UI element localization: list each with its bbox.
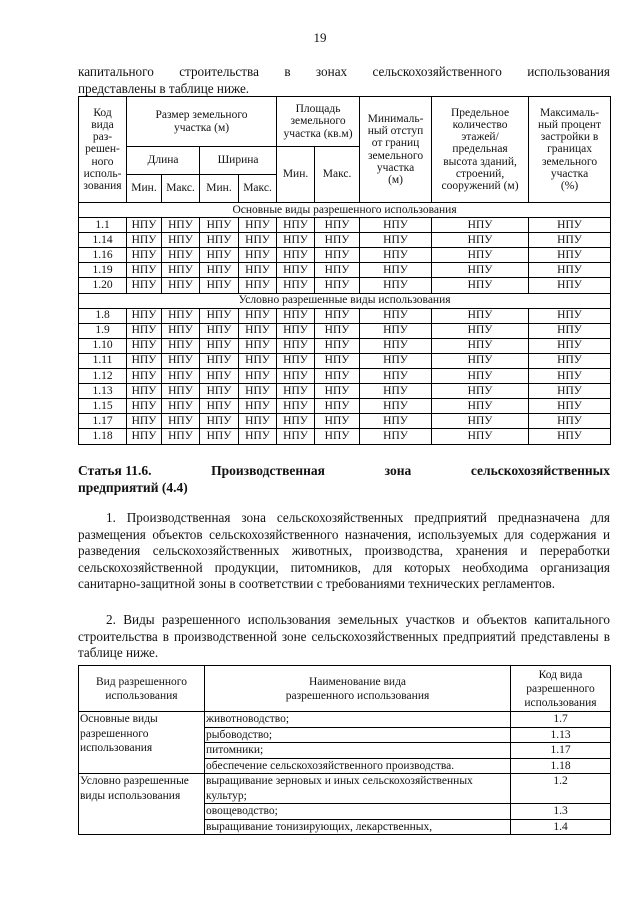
intro-line-1 bbox=[78, 64, 610, 81]
section-conditional-uses: Условно разрешенные виды использования bbox=[79, 293, 611, 308]
row-code: 1.9 bbox=[79, 323, 127, 338]
paragraph-2: 2. Виды разрешенного использования земельных участков и объектов капитального строительства в производственной зоне сельскохозяйственных предприятий представлены в таблице ниже. bbox=[78, 612, 610, 661]
table-row: рыбоводство; 1.13 bbox=[79, 727, 611, 743]
table-row: Условно разрешенные виды использования выращивание зерновых и иных сельскохозяйственных культур; 1.2 bbox=[79, 774, 611, 804]
table-row: 1.13 НПУ НПУ НПУ НПУ НПУ НПУ НПУ НПУ НПУ bbox=[79, 384, 611, 399]
intro-word: капитального bbox=[78, 64, 154, 79]
header-length: Длина bbox=[127, 147, 200, 175]
table-row: 1.9 НПУ НПУ НПУ НПУ НПУ НПУ НПУ НПУ НПУ bbox=[79, 323, 611, 338]
article-heading-line-2: предприятий (4.4) bbox=[78, 480, 188, 495]
header-use-name: Наименование вида разрешенного использования bbox=[205, 666, 511, 712]
table-row: 1.10 НПУ НПУ НПУ НПУ НПУ НПУ НПУ НПУ НПУ bbox=[79, 338, 611, 353]
section-main-uses: Основные виды разрешенного использования bbox=[79, 203, 611, 218]
header-use-code: Код вида разрешенного использования bbox=[511, 666, 611, 712]
article-heading bbox=[78, 462, 610, 496]
table-row: 1.19 НПУ НПУ НПУ НПУ НПУ НПУ НПУ НПУ НПУ bbox=[79, 263, 611, 278]
row-code: 1.16 bbox=[79, 248, 127, 263]
header-plot-area: Площадь земельного участка (кв.м) bbox=[277, 97, 360, 147]
header-code: Код вида раз- решен- ного исполь- зования bbox=[79, 97, 127, 203]
row-code: 1.18 bbox=[79, 429, 127, 444]
header-width-max: Макс. bbox=[239, 175, 277, 203]
header-area-min: Мин. bbox=[277, 147, 315, 203]
main-uses-group: Основные виды разрешенного использования bbox=[79, 712, 205, 774]
regulations-table bbox=[78, 96, 611, 445]
allowed-uses-table bbox=[78, 665, 611, 835]
row-code: 1.12 bbox=[79, 369, 127, 384]
intro-word: зонах bbox=[315, 64, 348, 79]
intro-paragraph bbox=[78, 64, 610, 97]
paragraph-1: 1. Производственная зона сельскохозяйственных предприятий предназначена для размещения объектов сельскохозяйственного назначения, используемых для содержания и разведения сельскохозяйственных животных, производства, хранения и переработки сельскохозяйственной продукции, питомников, для которых необходима организация санитарно-защитной зоны в соответствии с требованиями технических регламентов. bbox=[78, 510, 610, 592]
header-length-max: Макс. bbox=[162, 175, 200, 203]
row-code: 1.1 bbox=[79, 218, 127, 233]
table-row: обеспечение сельскохозяйственного производства. 1.18 bbox=[79, 758, 611, 774]
table-row: 1.14 НПУ НПУ НПУ НПУ НПУ НПУ НПУ НПУ НПУ bbox=[79, 233, 611, 248]
header-length-min: Мин. bbox=[127, 175, 162, 203]
row-code: 1.13 bbox=[79, 384, 127, 399]
header-plot-size: Размер земельного участка (м) bbox=[127, 97, 277, 147]
table-row: 1.11 НПУ НПУ НПУ НПУ НПУ НПУ НПУ НПУ НПУ bbox=[79, 353, 611, 368]
table-row: Основные виды разрешенного использования животноводство; 1.7 bbox=[79, 712, 611, 728]
intro-word: сельскохозяйственного bbox=[372, 64, 502, 79]
row-code: 1.19 bbox=[79, 263, 127, 278]
table-row: 1.17 НПУ НПУ НПУ НПУ НПУ НПУ НПУ НПУ НПУ bbox=[79, 414, 611, 429]
header-max-coverage: Максималь- ный процент застройки в границах земельного участка (%) bbox=[529, 97, 611, 203]
row-code: 1.10 bbox=[79, 338, 127, 353]
header-use-group: Вид разрешенного использования bbox=[79, 666, 205, 712]
header-area-max: Макс. bbox=[315, 147, 360, 203]
table-row: 1.12 НПУ НПУ НПУ НПУ НПУ НПУ НПУ НПУ НПУ bbox=[79, 369, 611, 384]
header-width: Ширина bbox=[200, 147, 277, 175]
table-row: 1.18 НПУ НПУ НПУ НПУ НПУ НПУ НПУ НПУ НПУ bbox=[79, 429, 611, 444]
intro-word: использования bbox=[527, 64, 610, 79]
table-row: 1.16 НПУ НПУ НПУ НПУ НПУ НПУ НПУ НПУ НПУ bbox=[79, 248, 611, 263]
table-row: 1.1 НПУ НПУ НПУ НПУ НПУ НПУ НПУ НПУ НПУ bbox=[79, 218, 611, 233]
article-heading-line-1: Статья 11.6. Производственная зона сельскохозяйственных bbox=[78, 463, 610, 478]
table-row: 1.15 НПУ НПУ НПУ НПУ НПУ НПУ НПУ НПУ НПУ bbox=[79, 399, 611, 414]
intro-word: в bbox=[284, 64, 291, 79]
table-row: овощеводство; 1.3 bbox=[79, 804, 611, 820]
intro-word: строительства bbox=[179, 64, 259, 79]
header-min-setback: Минималь- ный отступ от границ земельного участка (м) bbox=[360, 97, 432, 203]
conditional-uses-group: Условно разрешенные виды использования bbox=[79, 774, 205, 835]
table-row: 1.8 НПУ НПУ НПУ НПУ НПУ НПУ НПУ НПУ НПУ bbox=[79, 308, 611, 323]
row-code: 1.20 bbox=[79, 278, 127, 293]
row-code: 1.17 bbox=[79, 414, 127, 429]
header-max-floors: Предельное количество этажей/ предельная высота зданий, строений, сооружений (м) bbox=[432, 97, 529, 203]
table-row: 1.20 НПУ НПУ НПУ НПУ НПУ НПУ НПУ НПУ НПУ bbox=[79, 278, 611, 293]
row-code: 1.11 bbox=[79, 353, 127, 368]
table-row: выращивание тонизирующих, лекарственных, 1.4 bbox=[79, 819, 611, 835]
row-code: 1.15 bbox=[79, 399, 127, 414]
row-code: 1.8 bbox=[79, 308, 127, 323]
header-width-min: Мин. bbox=[200, 175, 239, 203]
row-code: 1.14 bbox=[79, 233, 127, 248]
intro-line-2: представлены в таблице ниже. bbox=[78, 80, 250, 96]
page-number: 19 bbox=[313, 30, 327, 45]
table-row: питомники; 1.17 bbox=[79, 743, 611, 759]
